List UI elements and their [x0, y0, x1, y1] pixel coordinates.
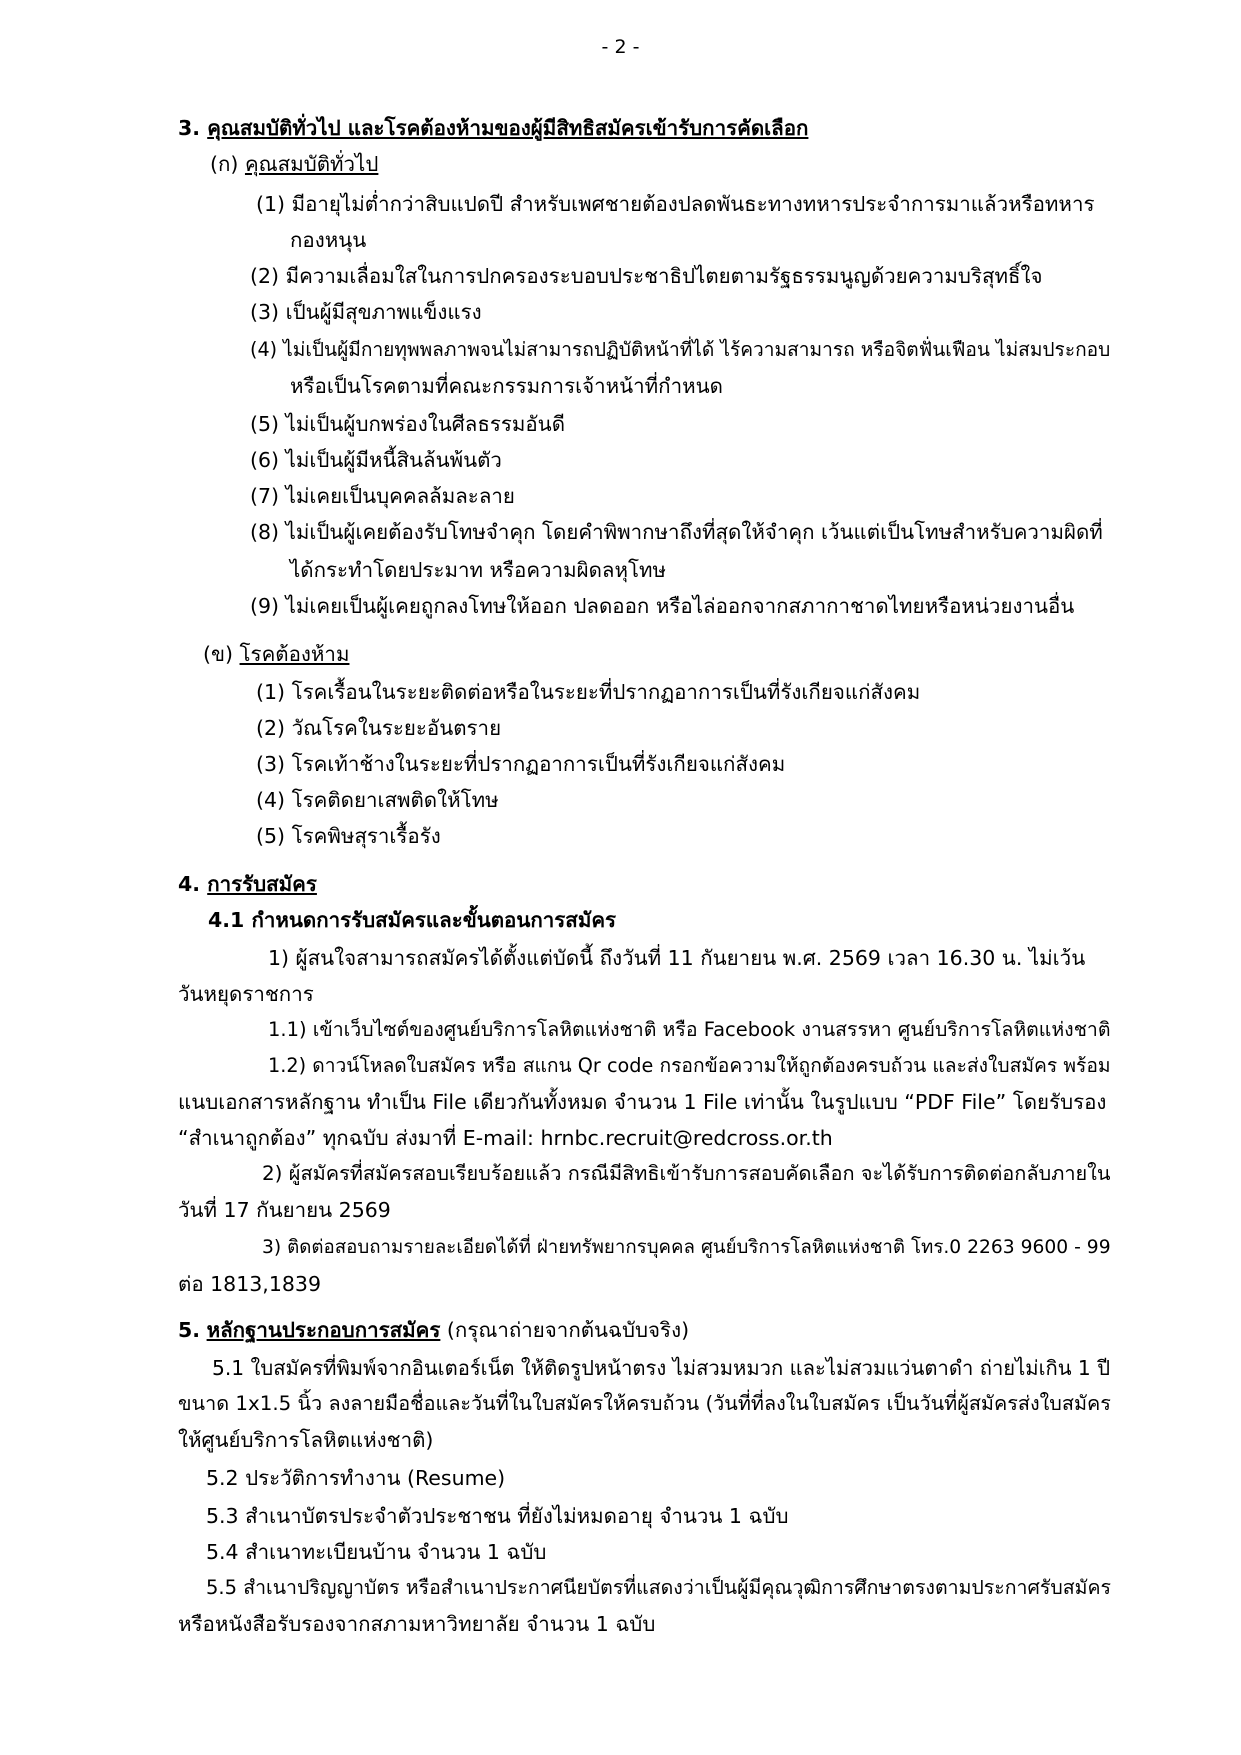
disease-item-text: โรคเท้าช้างในระยะที่ปรากฏอาการเป็นที่รังเกียจแก่สังคม: [291, 752, 786, 776]
qual-item-num: (5): [250, 412, 280, 436]
qual-item-7: [250, 484, 515, 510]
sub-a-heading: [210, 152, 378, 178]
qual-item-1-cont: กองหนุน: [290, 228, 367, 252]
s4-p1-2-line1: 1.2) ดาวน์โหลดใบสมัคร หรือ สแกน Qr code กรอกข้อความให้ถูกต้องครบถ้วน และส่งใบสมัคร พร้อม: [268, 1054, 1111, 1077]
disease-item-num: (4): [256, 788, 286, 812]
section3-title: คุณสมบัติทั่วไป และโรคต้องห้ามของผู้มีสิทธิสมัครเข้ารับการคัดเลือก: [207, 116, 809, 140]
section5-number: 5.: [178, 1318, 201, 1342]
qual-item-text: ไม่เป็นผู้มีกายทุพพลภาพจนไม่สามารถปฏิบัติหน้าที่ได้ ไร้ความสามารถ หรือจิตฟั่นเฟือน ไม่สมประกอบ: [283, 338, 1111, 361]
s4-p1-2-line2: แนบเอกสารหลักฐาน ทำเป็น File เดียวกันทั้งหมด จำนวน 1 File เท่านั้น ในรูปแบบ “PDF File” โดยรับรอง: [178, 1090, 1107, 1114]
qual-item-1: [256, 192, 1094, 218]
disease-item-text: โรคติดยาเสพติดให้โทษ: [291, 788, 499, 812]
qual-item-text: ไม่เคยเป็นผู้เคยถูกลงโทษให้ออก ปลดออก หรือไล่ออกจากสภากาชาดไทยหรือหน่วยงานอื่น: [285, 594, 1075, 618]
qual-item-text: ไม่เป็นผู้มีหนี้สินล้นพ้นตัว: [285, 448, 502, 472]
qual-item-num: (4): [250, 338, 278, 361]
qual-item-num: (1): [256, 192, 286, 216]
section4-heading: [178, 872, 317, 898]
section5-heading: [178, 1318, 689, 1344]
s4-p1-1: 1.1) เข้าเว็บไซต์ของศูนย์บริการโลหิตแห่งชาติ หรือ Facebook งานสรรหา ศูนย์บริการโลหิตแห่งชาติ: [268, 1018, 1111, 1041]
qual-item-text: เป็นผู้มีสุขภาพแข็งแรง: [285, 300, 482, 324]
s4-p1-line1: 1) ผู้สนใจสามารถสมัครได้ตั้งแต่บัดนี้ ถึงวันที่ 11 กันยายน พ.ศ. 2569 เวลา 16.30 น. ไม่เว้น: [268, 946, 1086, 970]
disease-item-1: [256, 680, 920, 706]
qual-item-num: (7): [250, 484, 280, 508]
disease-item-3: [256, 752, 785, 778]
s5-1-line2: ขนาด 1x1.5 นิ้ว ลงลายมือชื่อและวันที่ในใบสมัครให้ครบถ้วน (วันที่ที่ลงในใบสมัคร เป็นวันที่ผู้สมัครส่งใบสมัคร: [178, 1392, 1111, 1415]
qual-item-num: (9): [250, 594, 280, 618]
qual-item-text: ไม่เป็นผู้เคยต้องรับโทษจำคุก โดยคำพิพากษาถึงที่สุดให้จำคุก เว้นแต่เป็นโทษสำหรับความผิดที่: [285, 520, 1103, 544]
qual-item-num: (6): [250, 448, 280, 472]
sub-b-label: (ข): [203, 642, 234, 666]
qual-item-2: [250, 264, 1043, 290]
sub-b-heading: [203, 642, 349, 668]
sub-a-label: (ก): [210, 152, 239, 176]
s5-2: 5.2 ประวัติการทำงาน (Resume): [206, 1466, 506, 1490]
s5-4: 5.4 สำเนาทะเบียนบ้าน จำนวน 1 ฉบับ: [206, 1540, 547, 1564]
section3-number: 3.: [178, 116, 201, 140]
s4-p1-2-line3: “สำเนาถูกต้อง” ทุกฉบับ ส่งมาที่ E-mail: hrnbc.recruit@redcross.or.th: [178, 1126, 833, 1150]
qual-item-8-cont: ได้กระทำโดยประมาท หรือความผิดลหุโทษ: [290, 558, 667, 582]
s5-1-line1: 5.1 ใบสมัครที่พิมพ์จากอินเตอร์เน็ต ให้ติดรูปหน้าตรง ไม่สวมหมวก และไม่สวมแว่นตาดำ ถ่ายไม่เกิน 1 ปี: [212, 1356, 1111, 1380]
qual-item-3: [250, 300, 482, 326]
section4-1-heading: 4.1 กำหนดการรับสมัครและขั้นตอนการสมัคร: [208, 908, 617, 932]
qual-item-num: (8): [250, 520, 280, 544]
qual-item-text: มีความเลื่อมใสในการปกครองระบอบประชาธิปไตยตามรัฐธรรมนูญด้วยความบริสุทธิ์ใจ: [285, 264, 1043, 288]
disease-item-2: [256, 716, 501, 742]
section4-number: 4.: [178, 872, 201, 896]
qual-item-9: [250, 594, 1074, 620]
disease-item-num: (1): [256, 680, 286, 704]
disease-item-num: (2): [256, 716, 286, 740]
s4-p2-line1: 2) ผู้สมัครที่สมัครสอบเรียบร้อยแล้ว กรณีมีสิทธิเข้ารับการสอบคัดเลือก จะได้รับการติดต่อกลับภายใน: [262, 1162, 1111, 1185]
disease-item-5: [256, 824, 441, 850]
section5-note: (กรุณาถ่ายจากต้นฉบับจริง): [446, 1318, 690, 1342]
qual-item-text: ไม่เป็นผู้บกพร่องในศีลธรรมอันดี: [285, 412, 566, 436]
page-number: - 2 -: [601, 36, 640, 58]
s4-p3-line2: ต่อ 1813,1839: [178, 1272, 321, 1296]
s5-1-line3: ให้ศูนย์บริการโลหิตแห่งชาติ): [178, 1428, 434, 1452]
s5-3: 5.3 สำเนาบัตรประจำตัวประชาชน ที่ยังไม่หมดอายุ จำนวน 1 ฉบับ: [206, 1504, 789, 1528]
qual-item-text: ไม่เคยเป็นบุคคลล้มละลาย: [285, 484, 515, 508]
qual-item-num: (2): [250, 264, 280, 288]
s5-5-line2: หรือหนังสือรับรองจากสภามหาวิทยาลัย จำนวน 1 ฉบับ: [178, 1612, 656, 1636]
s4-p3-line1: 3) ติดต่อสอบถามรายละเอียดได้ที่ ฝ่ายทรัพยากรบุคคล ศูนย์บริการโลหิตแห่งชาติ โทร.0 2263 9600 - 99: [262, 1237, 1111, 1258]
s4-p2-line2: วันที่ 17 กันยายน 2569: [178, 1198, 391, 1222]
section4-title: การรับสมัคร: [207, 872, 317, 896]
disease-item-4: [256, 788, 499, 814]
sub-b-title: โรคต้องห้าม: [239, 642, 350, 666]
s4-p1-line2: วันหยุดราชการ: [178, 982, 314, 1006]
s5-5-line1: 5.5 สำเนาปริญญาบัตร หรือสำเนาประกาศนียบัตรที่แสดงว่าเป็นผู้มีคุณวุฒิการศึกษาตรงตามประกาศรับสมัคร: [206, 1576, 1112, 1599]
disease-item-text: วัณโรคในระยะอันตราย: [291, 716, 502, 740]
qual-item-4-cont: หรือเป็นโรคตามที่คณะกรรมการเจ้าหน้าที่กำหนด: [290, 374, 723, 398]
qual-item-8: [250, 520, 1103, 546]
disease-item-num: (3): [256, 752, 286, 776]
qual-item-6: [250, 448, 502, 474]
sub-a-title: คุณสมบัติทั่วไป: [244, 152, 379, 176]
qual-item-5: [250, 412, 565, 438]
qual-item-num: (3): [250, 300, 280, 324]
qual-item-text: มีอายุไม่ต่ำกว่าสิบแปดปี สำหรับเพศชายต้องปลดพันธะทางทหารประจำการมาแล้วหรือทหาร: [291, 192, 1095, 216]
disease-item-text: โรคเรื้อนในระยะติดต่อหรือในระยะที่ปรากฏอาการเป็นที่รังเกียจแก่สังคม: [291, 680, 921, 704]
section5-title: หลักฐานประกอบการสมัคร: [206, 1318, 441, 1342]
disease-item-text: โรคพิษสุราเรื้อรัง: [291, 824, 441, 848]
section3-heading: [178, 116, 808, 142]
disease-item-num: (5): [256, 824, 286, 848]
qual-item-4: [250, 338, 1110, 362]
